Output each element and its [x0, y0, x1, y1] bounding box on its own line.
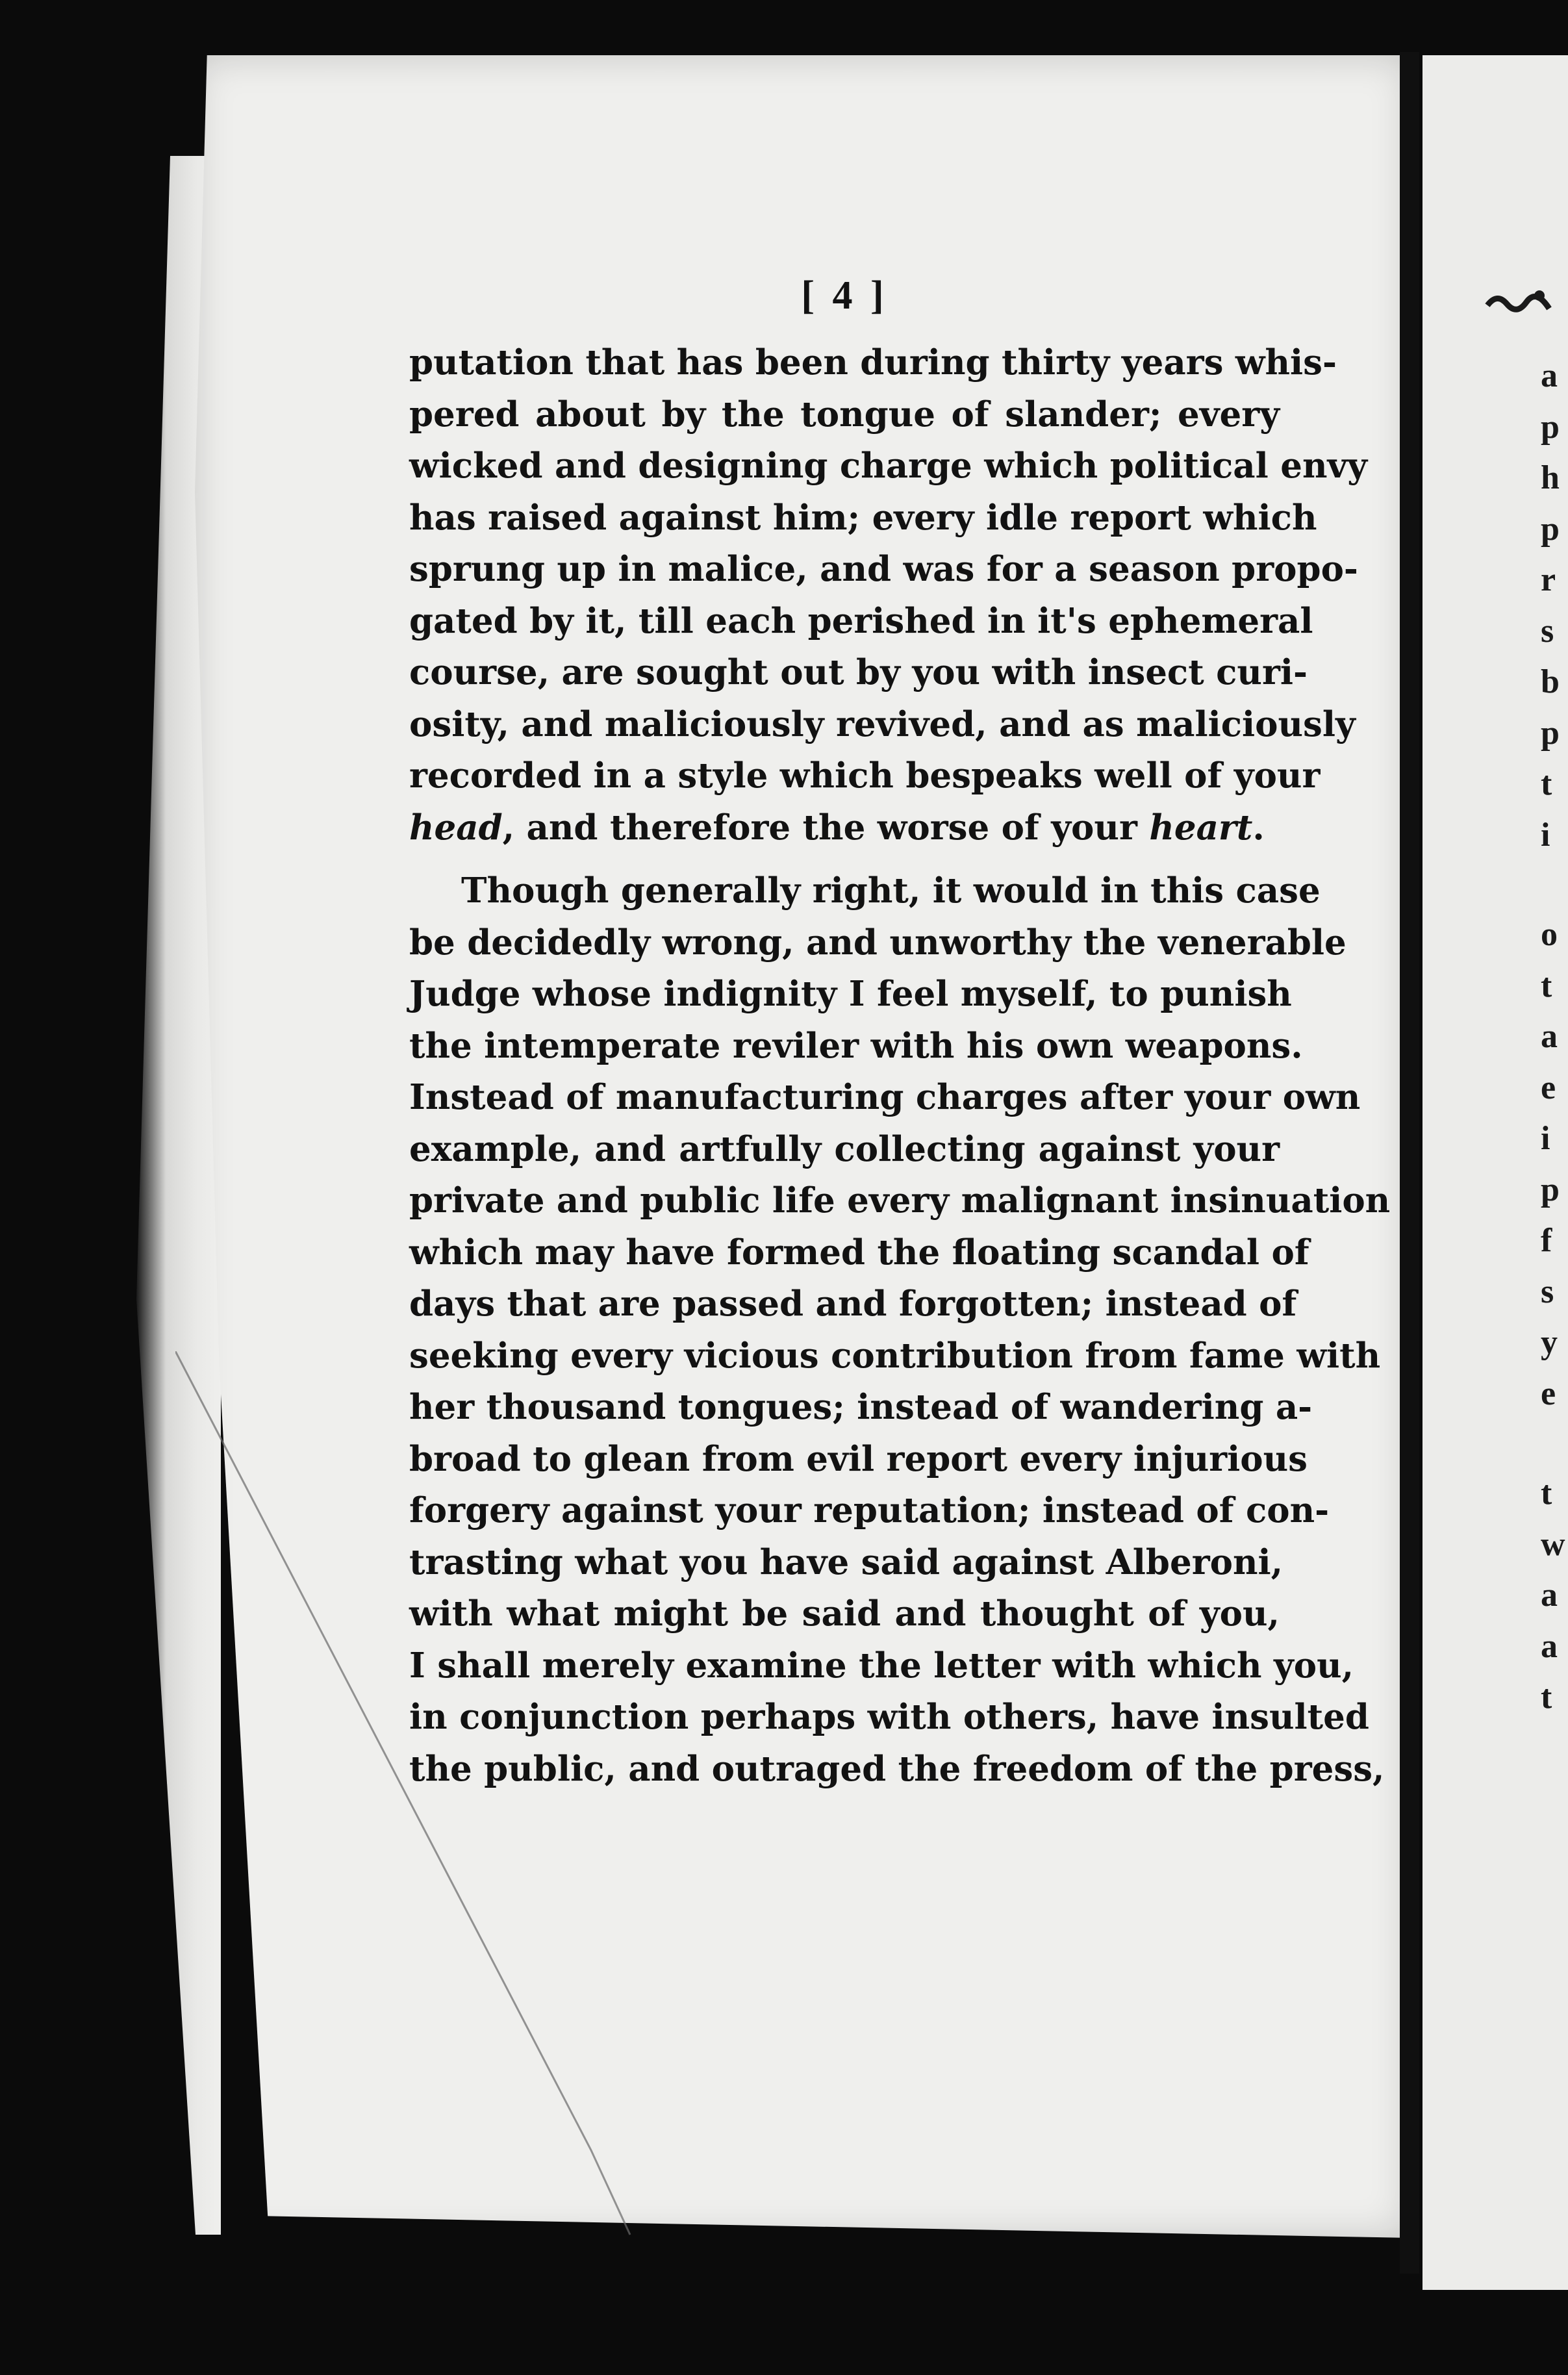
facing-page-letter [1541, 1419, 1565, 1468]
facing-page-letter: s [1541, 1273, 1554, 1310]
facing-page-letter: f [1541, 1222, 1552, 1259]
page-number: [ 4 ] [801, 273, 888, 318]
text-line: osity, and maliciously revived, and as maliciously [409, 704, 1356, 744]
facing-page-letter: p [1541, 714, 1560, 752]
text-line: pered about by the tongue of slander; every [409, 394, 1280, 435]
text-line: which may have formed the floating scandal of [409, 1232, 1309, 1273]
text-line: wicked and designing charge which political envy [409, 446, 1368, 486]
binding-gutter [1400, 52, 1419, 2274]
facing-page-letter: a [1541, 1577, 1558, 1614]
text-line: I shall merely examine the letter with which you, [409, 1645, 1354, 1686]
text-line: seeking every vicious contribution from fame with [409, 1335, 1381, 1376]
facing-page-letter: a [1541, 357, 1558, 394]
text-line: broad to glean from evil report every injurious [409, 1438, 1308, 1479]
text-line: the public, and outraged the freedom of the press, [409, 1748, 1385, 1789]
facing-page-letter [1541, 861, 1565, 909]
facing-page-letter: i [1541, 1120, 1550, 1157]
facing-page-letter: p [1541, 408, 1560, 446]
text-line: Instead of manufacturing charges after your own [409, 1077, 1361, 1117]
facing-page-letter: s [1541, 612, 1554, 650]
facing-page-letter: t [1541, 967, 1552, 1004]
facing-page-letter: a [1541, 1627, 1558, 1665]
text-line: Judge whose indignity I feel myself, to punish [409, 974, 1292, 1014]
italic-word: head [409, 807, 503, 848]
text-line: be decidedly wrong, and unworthy the venerable [409, 922, 1347, 963]
paragraph-1 [409, 337, 1368, 854]
facing-page-letter: r [1541, 561, 1556, 598]
text-line: example, and artfully collecting against your [409, 1128, 1280, 1169]
facing-page-letter: o [1541, 916, 1558, 953]
facing-page-letter: h [1541, 459, 1560, 496]
facing-page-letter: e [1541, 1375, 1556, 1412]
facing-page-letter: e [1541, 1069, 1556, 1106]
text-line: in conjunction perhaps with others, have insulted [409, 1697, 1369, 1737]
text-line: has raised against him; every idle report which [409, 497, 1317, 538]
text-line: private and public life every malignant insinuation [409, 1180, 1391, 1221]
italic-word: heart [1149, 807, 1253, 848]
text-line: forgery against your reputation; instead of con- [409, 1490, 1330, 1530]
text-run: , and therefore the worse of your [502, 807, 1150, 848]
text-line [409, 802, 1280, 854]
facing-page-letter: i [1541, 816, 1550, 854]
facing-page-letter: t [1541, 765, 1552, 802]
facing-page-letter: p [1541, 1171, 1560, 1208]
facing-page-letter: t [1541, 1679, 1552, 1716]
paragraph-2 [409, 865, 1391, 1795]
facing-page-letter: a [1541, 1018, 1558, 1055]
text-line: course, are sought out by you with insect curi- [409, 652, 1308, 692]
facing-page-letter: w [1541, 1525, 1565, 1563]
text-line: her thousand tongues; instead of wandering a- [409, 1387, 1313, 1427]
text-line: Though generally right, it would in this case [461, 870, 1321, 911]
facing-page-line-starts [1541, 351, 1565, 1723]
text-line: days that are passed and forgotten; instead of [409, 1284, 1297, 1324]
text-line: the intemperate reviler with his own weapons. [409, 1025, 1303, 1066]
text-run: . [1252, 807, 1265, 848]
text-line: putation that has been during thirty years whis- [409, 342, 1337, 383]
text-line: with what might be said and thought of you, [409, 1594, 1280, 1634]
facing-page-ornament [1484, 279, 1556, 325]
page-text [409, 273, 1391, 1795]
facing-page-letter: p [1541, 510, 1560, 548]
text-line: recorded in a style which bespeaks well of your [409, 756, 1321, 796]
facing-page-letter: b [1541, 663, 1560, 700]
text-line: trasting what you have said against Alberoni, [409, 1542, 1283, 1582]
text-line: gated by it, till each perished in it's ephemeral [409, 600, 1313, 641]
facing-page-letter: y [1541, 1324, 1558, 1361]
text-line: sprung up in malice, and was for a season propo- [409, 549, 1358, 589]
facing-page-letter: t [1541, 1475, 1552, 1512]
